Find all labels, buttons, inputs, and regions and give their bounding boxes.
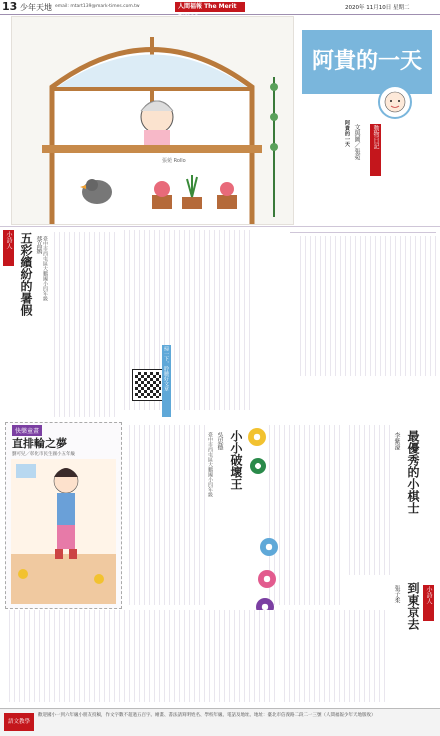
poem1-title: 五彩繽紛的暑假: [19, 232, 33, 316]
page-header: [0, 0, 440, 15]
story4-tag: 小詩人: [423, 585, 434, 621]
story3-author: 李紫濠: [393, 432, 400, 450]
flower-blue-icon: [260, 538, 278, 556]
section-title: 少年天地: [20, 3, 52, 12]
story3-title: 最優秀的小棋士: [406, 430, 420, 514]
story4-title: 到東京去: [406, 582, 420, 630]
story2-author: 吳思德: [216, 432, 223, 450]
issue-date: 2020年 11月10日 星期二: [345, 5, 410, 11]
flower-pink-icon: [258, 570, 276, 588]
story4-author: 張子柔: [393, 585, 400, 603]
flower-green-icon: [250, 458, 266, 474]
feature-byline: 文與圖／張菀: [353, 124, 360, 160]
feature-body-columns: [296, 236, 436, 376]
drawing-byline: 劉可兒／彰化市民生國小五年級: [12, 452, 75, 457]
drawing-feature-box: [5, 422, 122, 609]
bottom-text-columns: [5, 610, 275, 702]
page-number: 13: [2, 0, 18, 13]
newspaper-logo: 人間福報 The Merit: [175, 2, 245, 12]
drawing-title: 直排輪之夢: [12, 437, 67, 450]
story2-school: 臺中市西屯區大鵬國小四年級: [207, 432, 213, 497]
feature-category-tag: 動物日記: [370, 124, 381, 176]
poem1-body: [50, 232, 115, 417]
qr-caption: 掃一下，聆聽好文章: [162, 345, 171, 417]
qr-code[interactable]: [133, 370, 163, 400]
story3-body: [265, 425, 340, 605]
poem1-author: 蔡品嫣: [35, 236, 42, 254]
story3-body-right: [345, 425, 390, 575]
story4-body: [280, 610, 388, 702]
drawing-banner: 快樂童畫: [12, 425, 42, 436]
artist-signature: 張菀 Rollo: [162, 158, 186, 164]
feature-title: 阿貴的一天: [302, 30, 432, 94]
feature-intro-label: 阿貴的一天: [344, 120, 350, 147]
illustration-window-scene: [12, 17, 293, 224]
divider: [0, 226, 440, 227]
divider: [290, 232, 436, 233]
feature-intro-text: [294, 120, 350, 228]
character-face-icon: [378, 85, 412, 119]
story2-title: 小小破壞王: [229, 430, 243, 490]
poem1-tag: 小詩人: [3, 230, 14, 266]
roller-skate-drawing: [11, 459, 116, 604]
poem1-school: 臺中市西屯區大鵬國小四年級: [42, 236, 48, 301]
footer-text: 歡迎國小一到六年級小朋友投稿，作文字數不超過五百字。繪畫、書法請寫明姓名、學校年級、電話及地址。地址：臺北市信義路二段二一三號（人間福報少年天地版收）: [38, 713, 376, 718]
footer-logo: 語文教學: [4, 713, 34, 731]
story2-body: [125, 425, 205, 605]
page-footer: [0, 708, 440, 736]
hero-illustration: [11, 16, 294, 225]
flower-yellow-icon: [248, 428, 266, 446]
contact-email: email: mtart139@mark-times.com.tw: [55, 4, 140, 9]
